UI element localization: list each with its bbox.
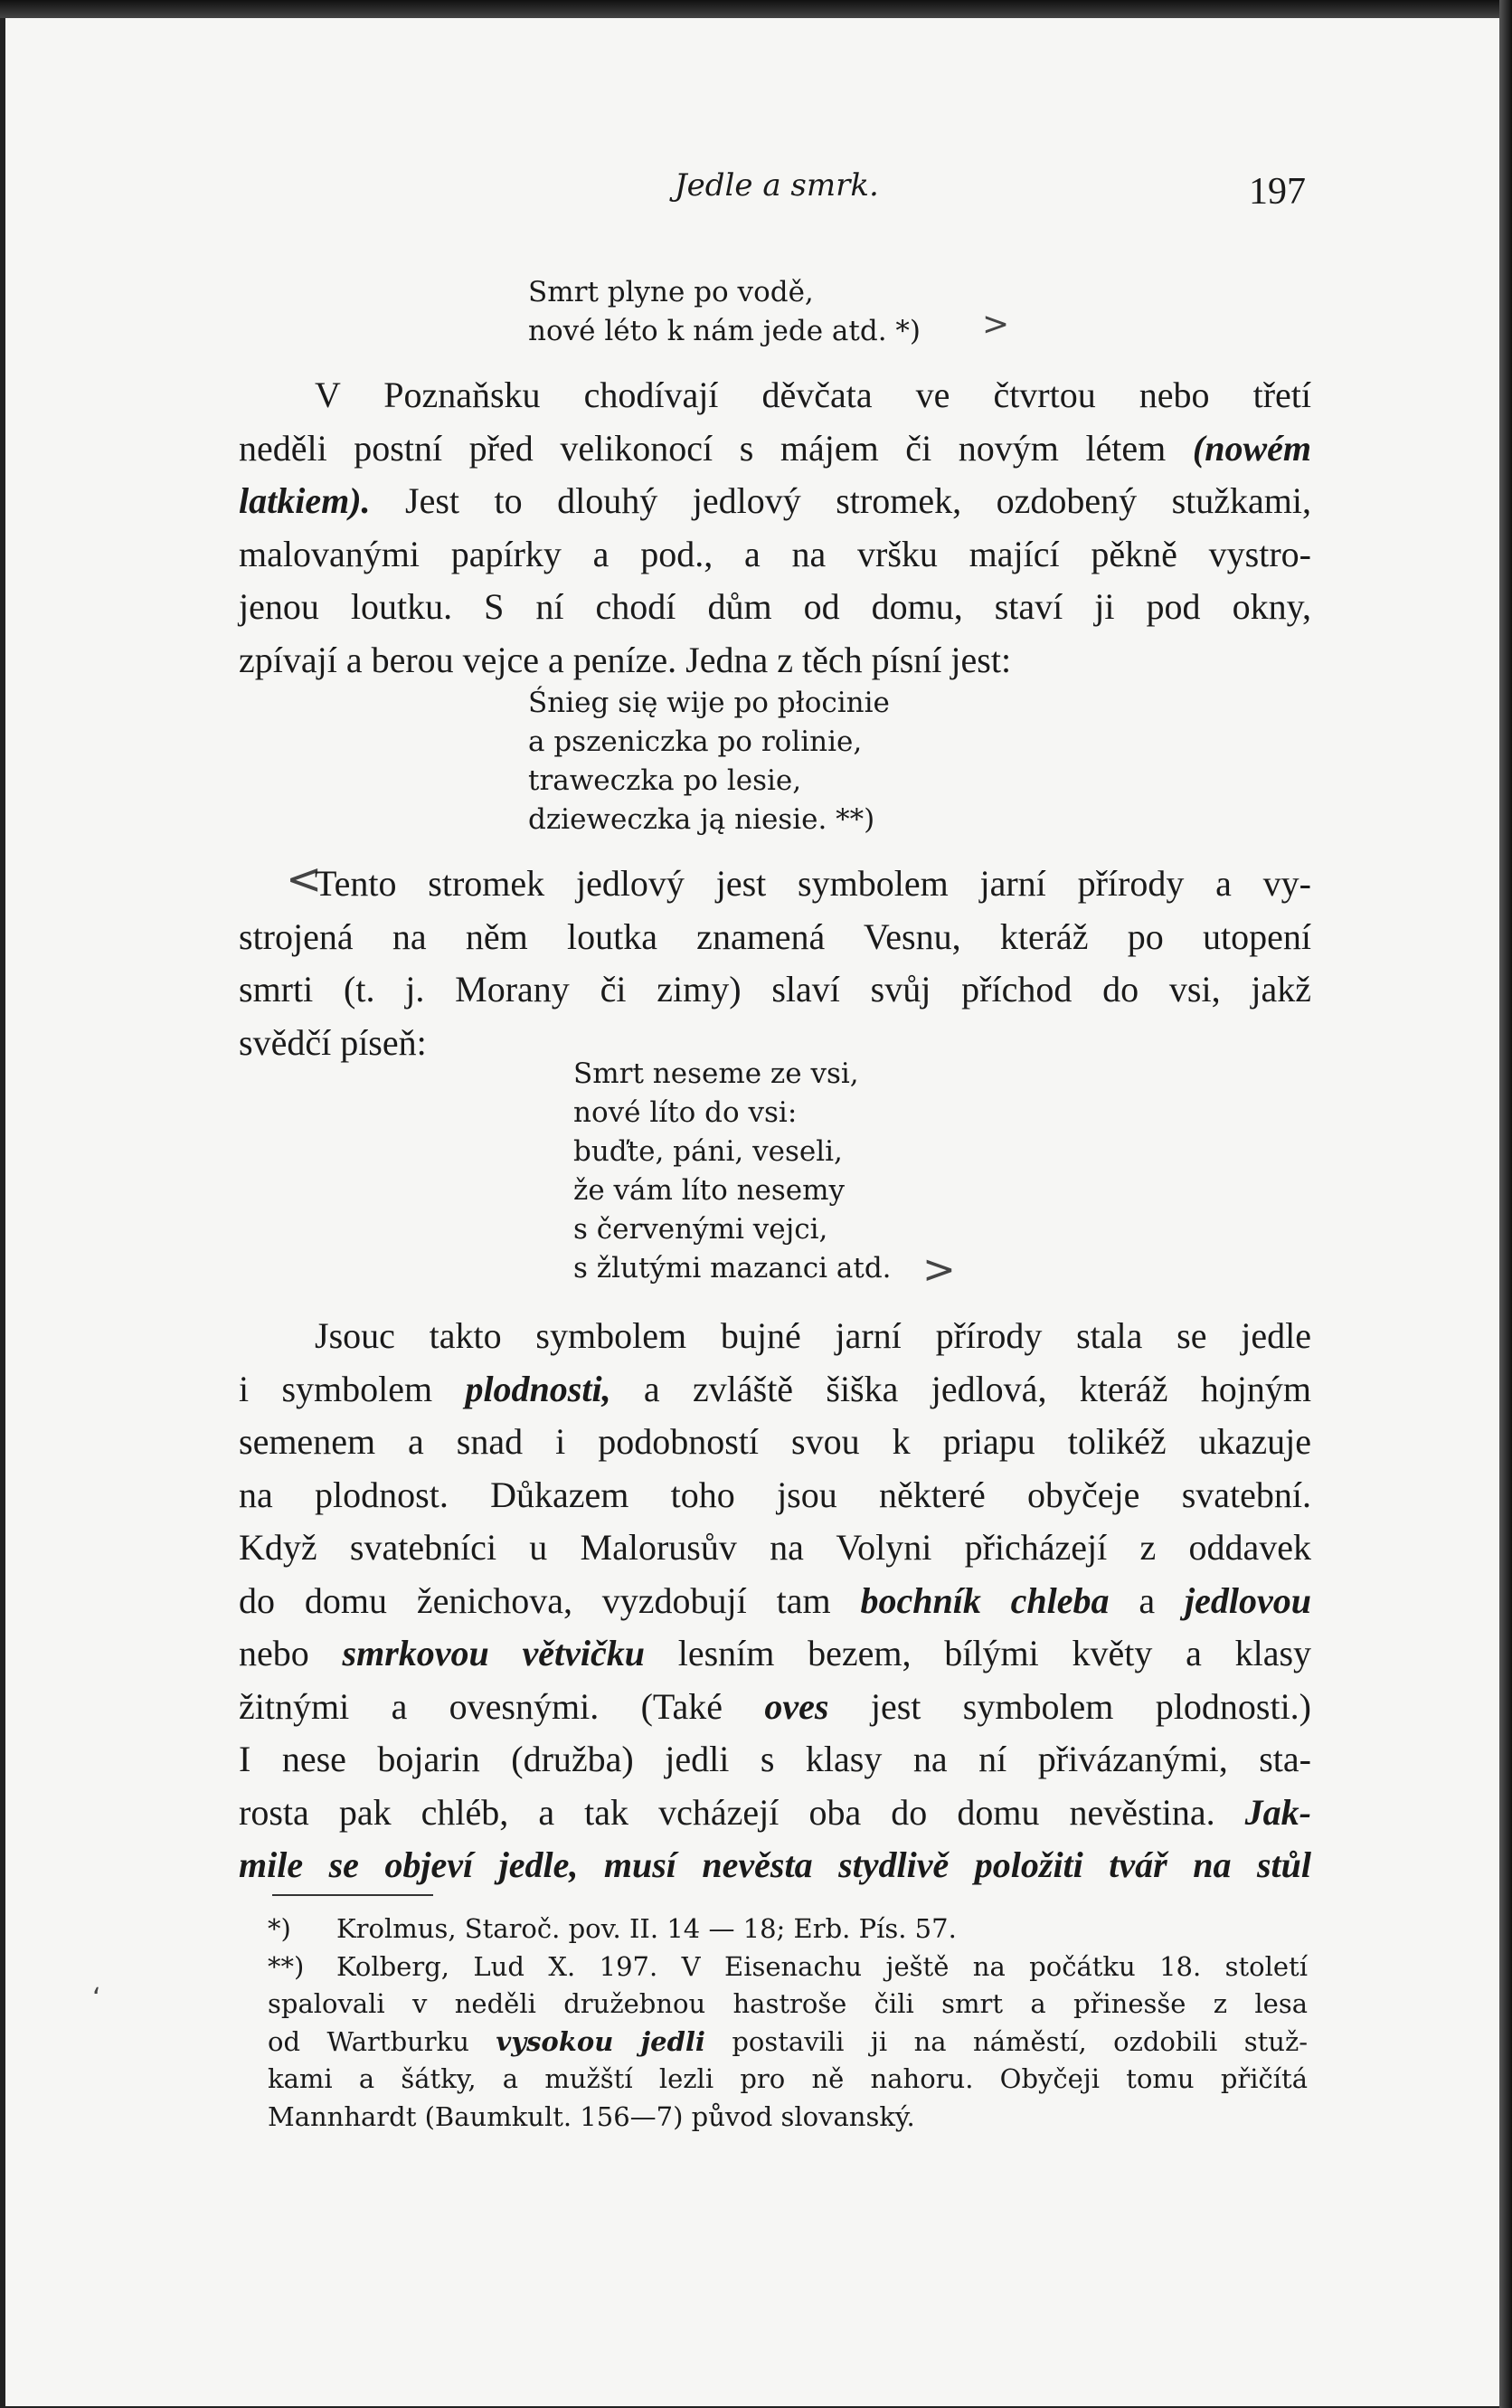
- footnote-line: Kolberg, Lud X. 197. V Eisenachu ještě na počátku 18. století: [336, 1950, 1308, 1982]
- text-line: strojená na něm loutka znamená Vesnu, kteráž po utopení: [239, 915, 1311, 957]
- verse-line: s červenými vejci,: [573, 1213, 828, 1246]
- footnote-line: spalovali v neděli družebnou hastroše čili smrt a přinesše z lesa: [268, 1988, 1308, 2019]
- footnote-line: Mannhardt (Baumkult. 156—7) původ slovanský.: [268, 2100, 915, 2132]
- text-line: svědčí píseň:: [239, 1021, 427, 1063]
- pencil-bracket: <: [286, 854, 323, 905]
- pencil-bracket: >: [922, 1247, 956, 1293]
- verse-line: Smrt plyne po vodě,: [528, 276, 814, 308]
- paragraph-poznansko: [239, 369, 1311, 687]
- running-head: Jedle a smrk.: [675, 167, 879, 204]
- verse-snieg: [528, 684, 890, 839]
- text-line: nebo smrkovou větvičku lesním bezem, bílými květy a klasy: [239, 1633, 1312, 1673]
- verse-line: že vám líto nesemy: [573, 1174, 846, 1207]
- text-line: zpívají a berou vejce a peníze. Jedna z těch písní jest:: [239, 639, 1012, 680]
- text-line: malovanými papírky a pod., a na vršku mající pěkně vystro-: [239, 533, 1311, 574]
- paragraph-jsouc-takto: [239, 1310, 1311, 1892]
- footnote-rule: [272, 1894, 433, 1896]
- paragraph-tento-stromek: [239, 858, 1311, 1069]
- text-line: I nese bojarin (družba) jedli s klasy na ní přivázanými, sta-: [239, 1739, 1311, 1779]
- text-line: semenem a snad i podobností svou k priapu tolikéž ukazuje: [239, 1421, 1311, 1462]
- verse-line: traweczka po lesie,: [528, 764, 802, 797]
- text-line: smrti (t. j. Morany či zimy) slaví svůj příchod do vsi, jakž: [239, 969, 1311, 1010]
- pencil-mark: ʻ: [92, 1983, 101, 2015]
- verse-line: s žlutými mazanci atd.: [573, 1252, 892, 1285]
- verse-smrt-plyne: [528, 273, 921, 351]
- verse-line: nové líto do vsi:: [573, 1096, 798, 1129]
- footnote-line: kami a šátky, a mužští lezli pro ně nahoru. Obyčeji tomu přičítá: [268, 2063, 1308, 2094]
- text-line: rosta pak chléb, a tak vcházejí oba do domu nevěstina. Jak-: [239, 1791, 1311, 1833]
- footnote-2: [268, 1948, 1308, 2137]
- footnote-mark: **): [268, 1950, 305, 1982]
- text-line: Jsouc takto symbolem bujné jarní přírody stala se jedle: [315, 1315, 1311, 1356]
- scan-edge-top: [0, 0, 1512, 18]
- verse-line: nové léto k nám jede atd. *): [528, 315, 921, 347]
- page-number: 197: [1249, 171, 1306, 213]
- verse-smrt-neseme: [573, 1055, 892, 1288]
- text-line: V Poznaňsku chodívají děvčata ve čtvrtou nebo třetí: [315, 374, 1311, 415]
- text-line: do domu ženichova, vyzdobují tam bochník chleba a jedlovou: [239, 1579, 1312, 1621]
- book-page: [5, 18, 1499, 2406]
- footnote-line: od Wartburku vysokou jedli postavili ji na náměstí, ozdobili stuž-: [268, 2025, 1309, 2057]
- verse-line: Smrt neseme ze vsi,: [573, 1057, 859, 1090]
- text-line: neděli postní před velikonocí s májem či novým létem (nowém: [239, 427, 1311, 469]
- verse-line: a pszeniczka po rolinie,: [528, 725, 863, 758]
- footnote-line: Krolmus, Staroč. pov. II. 14 — 18; Erb. Pís. 57.: [336, 1913, 957, 1944]
- scan-edge-right: [1499, 0, 1512, 2408]
- text-line: latkiem). Jest to dlouhý jedlový stromek, ozdobený stužkami,: [239, 480, 1312, 521]
- pencil-mark: >: [982, 306, 1010, 343]
- text-line: Tento stromek jedlový jest symbolem jarní přírody a vy-: [315, 863, 1311, 904]
- text-line: na plodnost. Důkazem toho jsou některé obyčeje svatební.: [239, 1474, 1311, 1515]
- footnote-mark: *): [268, 1913, 291, 1944]
- text-line: i symbolem plodnosti, a zvláště šiška jedlová, kteráž hojným: [239, 1368, 1312, 1409]
- verse-line: Śnieg się wije po płocinie: [528, 687, 890, 719]
- verse-line: dzieweczka ją niesie. **): [528, 803, 875, 836]
- footnote-1: [268, 1910, 1308, 1948]
- text-line: Když svatebníci u Malorusův na Volyni přicházejí z oddavek: [239, 1527, 1311, 1568]
- text-line: žitnými a ovesnými. (Také oves jest symbolem plodnosti.): [239, 1685, 1312, 1727]
- text-line: mile se objeví jedle, musí nevěsta stydlivě položiti tvář na stůl: [239, 1844, 1311, 1885]
- verse-line: buďte, páni, veseli,: [573, 1135, 843, 1168]
- text-line: jenou loutku. S ní chodí dům od domu, staví ji pod okny,: [239, 586, 1311, 627]
- footnotes: [268, 1910, 1308, 2136]
